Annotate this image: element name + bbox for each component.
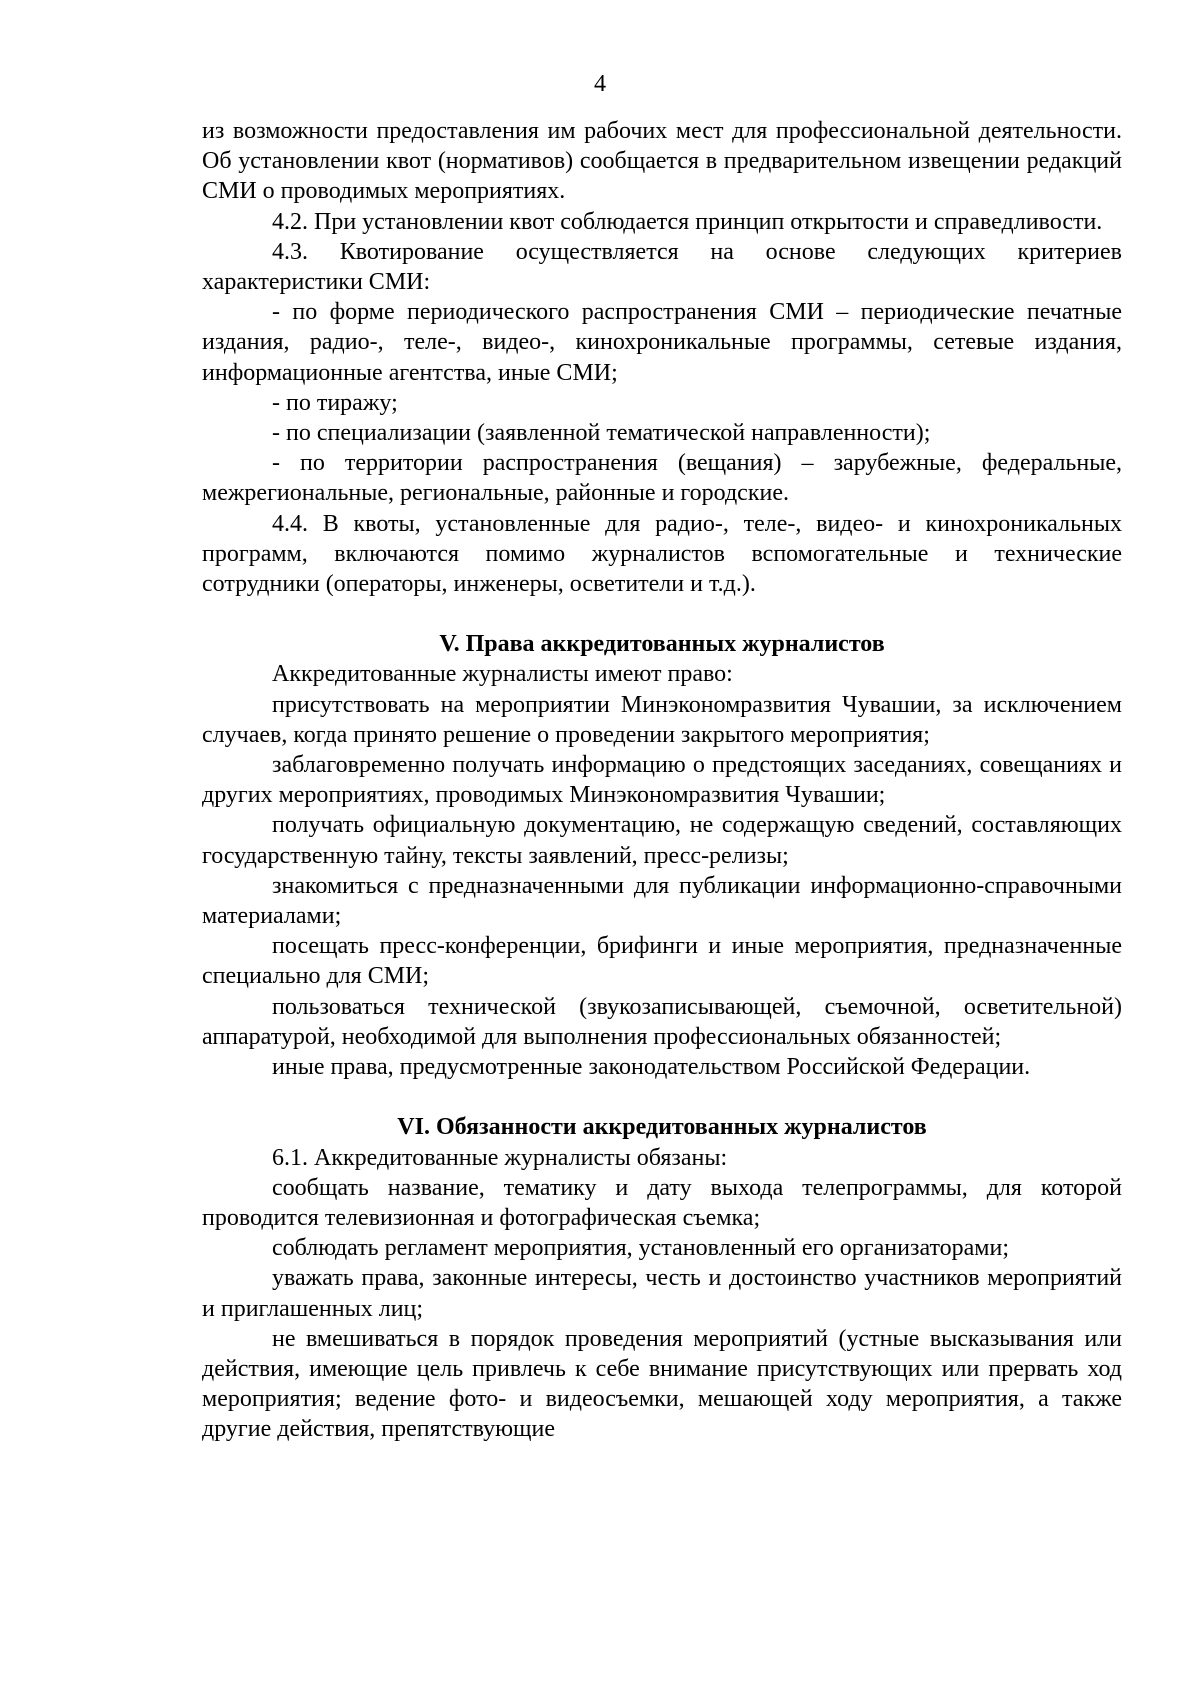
paragraph: 4.4. В квоты, установленные для радио-, теле-, видео- и кинохроникальных программ, включаются помимо журналистов вспомогательные и технические сотрудники (операторы, инженеры, осветители и т.д.). xyxy=(202,510,1122,598)
list-item: - по форме периодического распространения СМИ – периодические печатные издания, радио-, теле-, видео-, кинохроникальные программы, сетевые издания, информационные агентства, иные СМИ; xyxy=(202,299,1122,386)
paragraph: 6.1. Аккредитованные журналисты обязаны: xyxy=(272,1144,728,1171)
list-item: знакомиться с предназначенными для публикации информационно-справочными материалами; xyxy=(202,872,1122,930)
list-item: пользоваться технической (звукозаписывающей, съемочной, осветительной) аппаратурой, необходимой для выполнения профессиональных обязанностей; xyxy=(202,993,1122,1050)
document-body xyxy=(202,116,1122,1445)
list-item: иные права, предусмотренные законодательством Российской Федерации. xyxy=(272,1054,1031,1081)
paragraph: Аккредитованные журналисты имеют право: xyxy=(272,661,733,688)
list-item: получать официальную документацию, не содержащую сведений, составляющих государственную тайну, тексты заявлений, пресс-релизы; xyxy=(202,812,1122,869)
paragraph: 4.2. При установлении квот соблюдается принцип открытости и справедливости. xyxy=(272,208,1103,235)
list-item: посещать пресс-конференции, брифинги и иные мероприятия, предназначенные специально для СМИ; xyxy=(202,933,1122,990)
page-number: 4 xyxy=(594,71,606,97)
paragraph: 4.3. Квотирование осуществляется на основе следующих критериев характеристики СМИ: xyxy=(202,238,1122,296)
list-item: не вмешиваться в порядок проведения мероприятий (устные высказывания или действия, имеющие цель привлечь к себе внимание присутствующих или прервать ход мероприятия; ведение фото- и видеосъемки, мешающей ходу мероприятия, а также другие действия, препятствующие xyxy=(202,1325,1122,1443)
paragraph: из возможности предоставления им рабочих мест для профессиональной деятельности. Об установлении квот (нормативов) сообщается в предварительном извещении редакций СМИ о проводимых мероприятиях. xyxy=(202,118,1122,205)
section-heading: V. Права аккредитованных журналистов xyxy=(439,631,885,658)
list-item: соблюдать регламент мероприятия, установленный его организаторами; xyxy=(272,1235,1009,1262)
list-item: - по территории распространения (вещания) – зарубежные, федеральные, межрегиональные, региональные, районные и городские. xyxy=(202,450,1122,507)
list-item: - по специализации (заявленной тематической направленности); xyxy=(272,420,931,447)
list-item: заблаговременно получать информацию о предстоящих заседаниях, совещаниях и других мероприятиях, проводимых Минэкономразвития Чувашии; xyxy=(202,752,1122,809)
list-item: - по тиражу; xyxy=(272,389,398,416)
list-item: уважать права, законные интересы, честь и достоинство участников мероприятий и приглашенных лиц; xyxy=(202,1265,1122,1322)
list-item: сообщать название, тематику и дату выхода телепрограммы, для которой проводится телевизионная и фотографическая съемка; xyxy=(202,1174,1122,1231)
list-item: присутствовать на мероприятии Минэкономразвития Чувашии, за исключением случаев, когда принято решение о проведении закрытого мероприятия; xyxy=(202,691,1122,748)
section-heading: VI. Обязанности аккредитованных журналистов xyxy=(397,1114,927,1141)
